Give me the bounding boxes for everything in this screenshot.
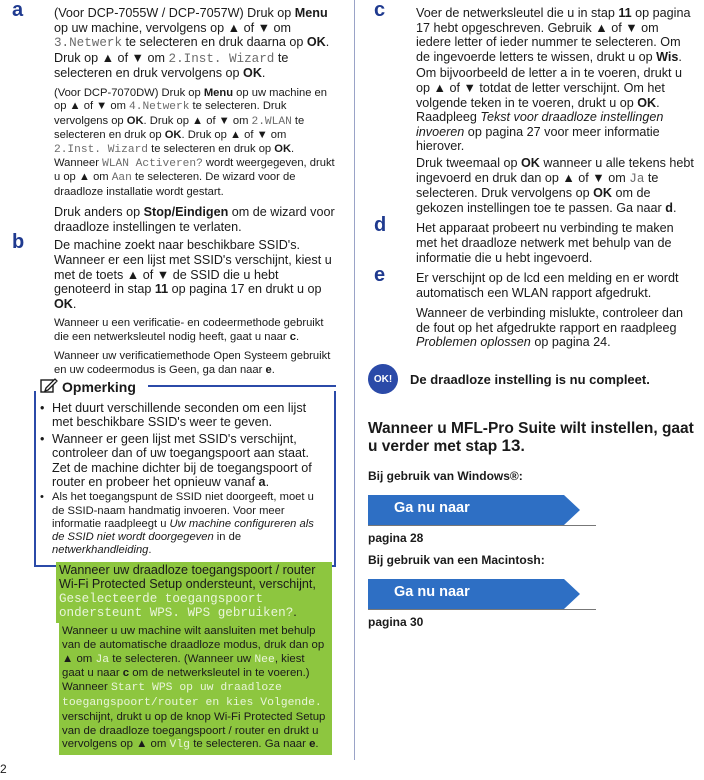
- step-a-para-1: (Voor DCP-7055W / DCP-7057W) Druk op Menu op uw machine, vervolgens op ▲ of ▼ om 3.Netwerk te selecteren en druk daarna op OK. Druk op ▲ of ▼ om 2.Inst. Wizard te selecteren en druk vervolgens op OK.: [54, 6, 330, 81]
- step-a-para-2: (Voor DCP-7070DW) Druk op Menu op uw machine en op ▲ of ▼ om 4.Netwerk te selecteren. Druk vervolgens op OK. Druk op ▲ of ▼ om 2.WLAN te selecteren en druk op OK. Druk op ▲ of ▼ om 2.Inst. Wizard te selecteren en druk op OK. Wanneer WLAN Activeren? wordt weergegeven, drukt u op ▲ om Aan te selecteren. De wizard voor de draadloze installatie wordt gestart.: [54, 86, 335, 198]
- mac-go-button[interactable]: [368, 579, 580, 609]
- windows-label: Bij gebruik van Windows®:: [368, 469, 523, 484]
- step-c-para-2: Om bijvoorbeeld de letter a in te voeren, drukt u op ▲ of ▼ totdat de letter verschijnt. Om het volgende teken in te voeren, drukt u op OK. Raadpleeg Tekst voor draadloze instellingen invoeren op pagina 27 voor meer informatie hierover.: [416, 66, 683, 154]
- step-e-para-1: Er verschijnt op de lcd een melding en er wordt automatisch een WLAN rapport afgedrukt.: [416, 271, 679, 300]
- left-column: [6, 0, 336, 567]
- step-b-letter: b: [12, 231, 25, 254]
- wps-highlight-2: Wanneer u uw machine wilt aansluiten met behulp van de automatische draadloze modus, druk dan op ▲ om Ja te selecteren. (Wanneer uw Nee, kiest gaat u naar c om de netwerksleutel in te voeren.) Wanneer Start WPS op uw draadloze toegangspoort/router en kies Volgende. verschijnt, drukt u op de knop Wi-Fi Protected Setup van de draadloze toegangspoort / router en drukt u vervolgens op ▲ om Vlg te selecteren. Ga naar e.: [59, 623, 332, 755]
- step-d: [368, 214, 694, 265]
- windows-page-ref[interactable]: pagina 28: [368, 531, 424, 546]
- step-d-text: Het apparaat probeert nu verbinding te maken met het draadloze netwerk met behulp van de informatie die u hebt ingevoerd.: [416, 221, 674, 265]
- mac-underline: [368, 609, 596, 610]
- right-arrow-icon: [564, 495, 580, 525]
- mac-page-ref[interactable]: pagina 30: [368, 615, 424, 630]
- step-a-para-3: Druk anders op Stop/Eindigen om de wizard voor draadloze instellingen te verlaten.: [54, 205, 335, 234]
- column-divider: [354, 0, 355, 760]
- mac-label: Bij gebruik van een Macintosh:: [368, 553, 545, 568]
- note-header: [40, 377, 142, 396]
- step-d-letter: d: [374, 214, 387, 237]
- right-column: [368, 0, 694, 630]
- step-b: [6, 231, 336, 377]
- step-c-para-3: Druk tweemaal op OK wanneer u alle tekens hebt ingevoerd en druk dan op ▲ of ▼ om Ja te selecteren. Druk vervolgens op OK om de gekozen instellingen toe te passen. Ga naar d.: [416, 155, 694, 215]
- page-number: 2: [0, 762, 7, 776]
- completion-banner: [368, 364, 694, 394]
- step-c: [368, 0, 694, 215]
- step-b-para-1: De machine zoekt naar beschikbare SSID's. Wanneer er een lijst met SSID's verschijnt, kiest u met de toets ▲ of ▼ de SSID die u hebt genoteerd in stap 11 op pagina 17 en drukt u op OK.: [54, 238, 332, 311]
- step-e: [368, 264, 694, 350]
- ok-check-icon: OK!: [368, 364, 398, 394]
- step-c-para-1: Voer de netwerksleutel die u in stap 11 op pagina 17 hebt opgeschreven. Gebruik ▲ of ▼ om iedere letter of ieder nummer te selecteren. Om de ingevoerde letters te wissen, drukt u op Wis.: [416, 6, 691, 64]
- step-e-para-2: Wanneer de verbinding mislukte, controleer dan de fout op het afgedrukte rapport en raadpleeg Problemen oplossen op pagina 24.: [416, 306, 683, 350]
- step-a: [6, 0, 336, 234]
- note-box: [34, 378, 336, 567]
- note-item-3: • Als het toegangspunt de SSID niet doorgeeft, moet u de SSID-naam handmatig invoeren. Voor meer informatie raadpleegt u Uw machine configureren als de SSID niet wordt doorgegeven in de netwerkhandleiding.: [40, 491, 328, 557]
- right-arrow-icon: [564, 579, 580, 609]
- note-list: [40, 395, 328, 557]
- step-c-letter: c: [374, 0, 386, 21]
- step-e-letter: e: [374, 264, 386, 287]
- wps-highlight-1: Wanneer uw draadloze toegangspoort / router Wi-Fi Protected Setup ondersteunt, verschijnt, Geselecteerde toegangspoort ondersteunt WPS. WPS gebruiken?.: [56, 562, 332, 623]
- step-a-letter: a: [12, 0, 24, 21]
- mac-go-label: Ga nu naar: [394, 584, 470, 601]
- note-title: Opmerking: [62, 378, 136, 395]
- windows-go-label: Ga nu naar: [394, 500, 470, 517]
- step-b-para-3: Wanneer uw verificatiemethode Open Systeem gebruikt en uw codeermodus is Geen, ga dan naar e.: [54, 350, 331, 376]
- note-item-1: • Het duurt verschillende seconden om een lijst met beschikbare SSID's weer te geven.: [40, 401, 328, 430]
- pencil-note-icon: [40, 377, 58, 396]
- windows-underline: [368, 525, 596, 526]
- windows-go-button[interactable]: [368, 495, 580, 525]
- next-step-heading: Wanneer u MFL-Pro Suite wilt instellen, gaat u verder met stap 13.: [368, 420, 694, 456]
- note-top-line: [148, 385, 336, 387]
- step-b-para-2: Wanneer u een verificatie- en codeermethode gebruikt die een netwerksleutel nodig heeft, gaat u naar c.: [54, 317, 324, 343]
- note-item-2: • Wanneer er geen lijst met SSID's verschijnt, controleer dan of uw toegangspoort aan staat. Zet de machine dichter bij de toegangspoort of router en probeer het opnieuw vanaf a.: [40, 432, 328, 490]
- completion-text: De draadloze instelling is nu compleet.: [410, 371, 650, 387]
